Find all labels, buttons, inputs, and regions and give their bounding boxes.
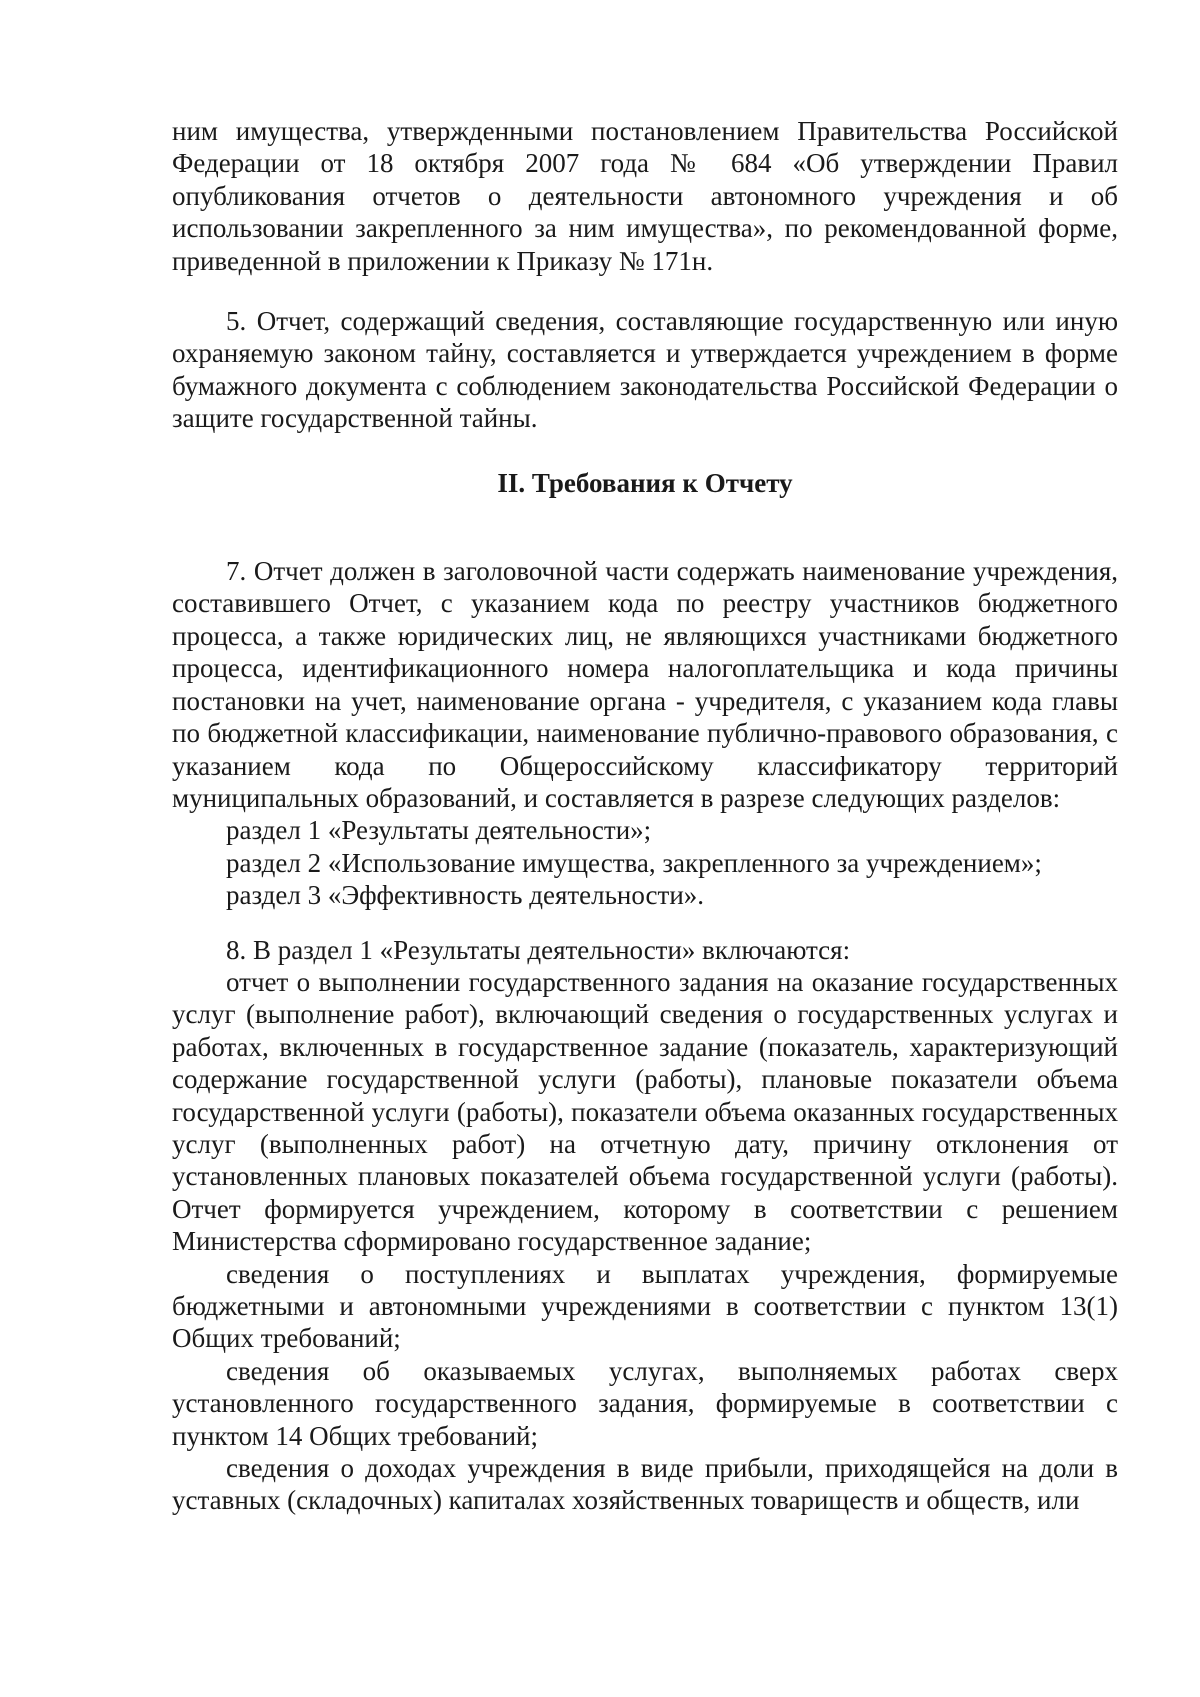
list-item: сведения о поступлениях и выплатах учреждения, формируемые бюджетными и автономными учреждениями в соответствии с пунктом 13(1) Общих требований;: [172, 1258, 1118, 1354]
section-heading: II. Требования к Отчету: [497, 467, 793, 498]
paragraph-intro: ним имущества, утвержденными постановлением Правительства Российской Федерации от 18 октября 2007 года № 684 «Об утверждении Правил опубликования отчетов о деятельности автономного учреждения и об использовании закрепленного за ним имущества», по рекомендованной форме, приведенной в приложении к Приказу № 171н.: [172, 116, 1118, 276]
list-item: сведения об оказываемых услугах, выполняемых работах сверх установленного государственного задания, формируемые в соответствии с пунктом 14 Общих требований;: [172, 1355, 1118, 1451]
section-list-item: раздел 3 «Эффективность деятельности».: [226, 880, 705, 911]
section-list-item: раздел 1 «Результаты деятельности»;: [226, 815, 652, 846]
paragraph-8: 8. В раздел 1 «Результаты деятельности» включаются:: [226, 934, 851, 965]
list-item: отчет о выполнении государственного задания на оказание государственных услуг (выполнение работ), включающий сведения о государственных услугах и работах, включенных в государственное задание (показатель, характеризующий содержание государственной услуги (работы), плановые показатели объема государственной услуги (работы), показатели объема оказанных государственных услуг (выполненных работ) на отчетную дату, причину отклонения от установленных плановых показателей объема государственной услуги (работы). Отчет формируется учреждением, которому в соответствии с решением Министерства сформировано государственное задание;: [172, 966, 1118, 1257]
paragraph-7: 7. Отчет должен в заголовочной части содержать наименование учреждения, составившего Отчет, с указанием кода по реестру участников бюджетного процесса, а также юридических лиц, не являющихся участниками бюджетного процесса, идентификационного номера налогоплательщика и кода причины постановки на учет, наименование органа - учредителя, с указанием кода главы по бюджетной классификации, наименование публично-правового образования, с указанием кода по Общероссийскому классификатору территорий муниципальных образований, и составляется в разрезе следующих разделов:: [172, 556, 1118, 813]
document-body: [172, 115, 1118, 1517]
list-item: сведения о доходах учреждения в виде прибыли, приходящейся на доли в уставных (складочных) капиталах хозяйственных товариществ и обществ, или: [172, 1453, 1118, 1516]
paragraph-5: 5. Отчет, содержащий сведения, составляющие государственную или иную охраняемую законом тайну, составляется и утверждается учреждением в форме бумажного документа с соблюдением законодательства Российской Федерации о защите государственной тайны.: [172, 306, 1118, 434]
section-list-item: раздел 2 «Использование имущества, закрепленного за учреждением»;: [226, 847, 1042, 878]
